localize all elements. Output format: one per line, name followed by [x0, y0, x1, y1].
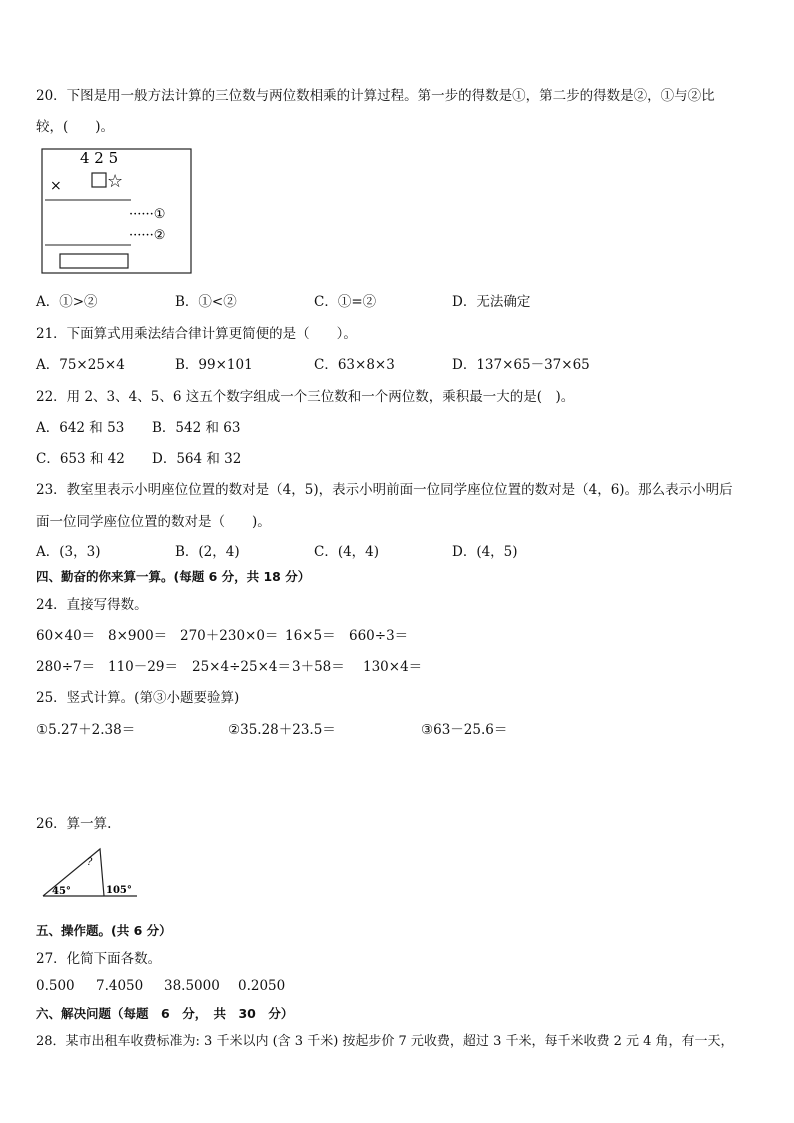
q21-option-a[interactable]: A．75×25×4 [36, 357, 125, 373]
triangle-figure [40, 845, 140, 900]
q24-expr: 16×5＝ [285, 628, 336, 644]
figure-top-number: 4 2 5 [80, 149, 119, 167]
q23-stem-line2: 面一位同学座位位置的数对是（ )。 [36, 514, 271, 530]
q21-option-c[interactable]: C．63×8×3 [314, 357, 395, 373]
q27-number: 7.4050 [96, 978, 144, 994]
q24-expr: 130×4＝ [363, 659, 423, 675]
q27-stem: 27．化简下面各数。 [36, 951, 162, 967]
q21-option-d[interactable]: D．137×65－37×65 [452, 357, 590, 373]
section-5-heading: 五、操作题。(共 6 分） [36, 923, 172, 938]
q20-stem-line2: 较，( )。 [36, 119, 115, 135]
q25-stem: 25．竖式计算。(第③小题要验算) [36, 690, 240, 706]
q24-expr: 270＋230×0＝ [180, 628, 279, 644]
q24-expr: 25×4÷25×4＝ [192, 659, 291, 675]
figure-times-sign: × [50, 178, 62, 194]
result-box [60, 254, 128, 268]
section-6-heading: 六、解决问题（每题 6 分， 共 30 分） [36, 1006, 294, 1021]
angle-105-label: 105° [106, 885, 132, 896]
multiplication-figure [41, 148, 193, 275]
square-icon [92, 173, 106, 187]
q27-number: 0.500 [36, 978, 75, 994]
q24-expr: 60×40＝ [36, 628, 96, 644]
q28-stem-line1: 28．某市出租车收费标准为: 3 千米以内 (含 3 千米) 按起步价 7 元收费，超过 3 千米，每千米收费 2 元 4 角，有一天， [36, 1034, 734, 1049]
q22-option-b[interactable]: B．542 和 63 [152, 420, 241, 436]
q23-option-d[interactable]: D．(4，5) [452, 544, 518, 560]
q24-expr: 8×900＝ [108, 628, 168, 644]
q20-option-d[interactable]: D．无法确定 [452, 294, 531, 310]
star-icon: ☆ [107, 171, 124, 192]
q23-option-a[interactable]: A．(3，3) [36, 544, 101, 560]
q24-expr: 660÷3＝ [349, 628, 409, 644]
q25-item-3: ③63－25.6＝ [421, 722, 508, 738]
q21-option-b[interactable]: B．99×101 [175, 357, 253, 373]
q24-stem: 24．直接写得数。 [36, 597, 148, 613]
q20-option-b[interactable]: B．①<② [175, 294, 237, 310]
q24-expr: 3＋58＝ [292, 659, 345, 675]
q22-stem: 22．用 2、3、4、5、6 这五个数字组成一个三位数和一个两位数，乘积最一大的是( )。 [36, 389, 575, 405]
q24-expr: 280÷7＝ [36, 659, 96, 675]
q26-stem: 26．算一算. [36, 816, 112, 832]
q20-stem-line1: 20．下图是用一般方法计算的三位数与两位数相乘的计算过程。第一步的得数是①，第二步的得数是②，①与②比 [36, 88, 715, 104]
q21-stem: 21．下面算式用乘法结合律计算更简便的是（ ）。 [36, 326, 357, 342]
angle-45-label: 45° [52, 886, 71, 897]
q22-option-c[interactable]: C．653 和 42 [36, 451, 125, 467]
unknown-angle-label: ? [87, 857, 93, 868]
figure-step1-marker: ······① [129, 207, 166, 222]
q27-number: 38.5000 [164, 978, 220, 994]
section-4-heading: 四、勤奋的你来算一算。(每题 6 分，共 18 分） [36, 569, 311, 584]
q27-number: 0.2050 [238, 978, 286, 994]
q23-option-c[interactable]: C．(4，4) [314, 544, 380, 560]
figure-step2-marker: ······② [129, 228, 166, 243]
q23-stem-line1: 23．教室里表示小明座位位置的数对是（4，5)，表示小明前面一位同学座位位置的数对是（4，6)。那么表示小明后 [36, 482, 733, 498]
q20-option-c[interactable]: C．①=② [314, 294, 377, 310]
q22-option-a[interactable]: A．642 和 53 [36, 420, 125, 436]
q25-item-1: ①5.27＋2.38＝ [36, 722, 136, 738]
q24-expr: 110－29＝ [108, 659, 178, 675]
q22-option-d[interactable]: D．564 和 32 [152, 451, 242, 467]
q23-option-b[interactable]: B．(2，4) [175, 544, 240, 560]
q25-item-2: ②35.28＋23.5＝ [228, 722, 336, 738]
q20-option-a[interactable]: A．①>② [36, 294, 98, 310]
